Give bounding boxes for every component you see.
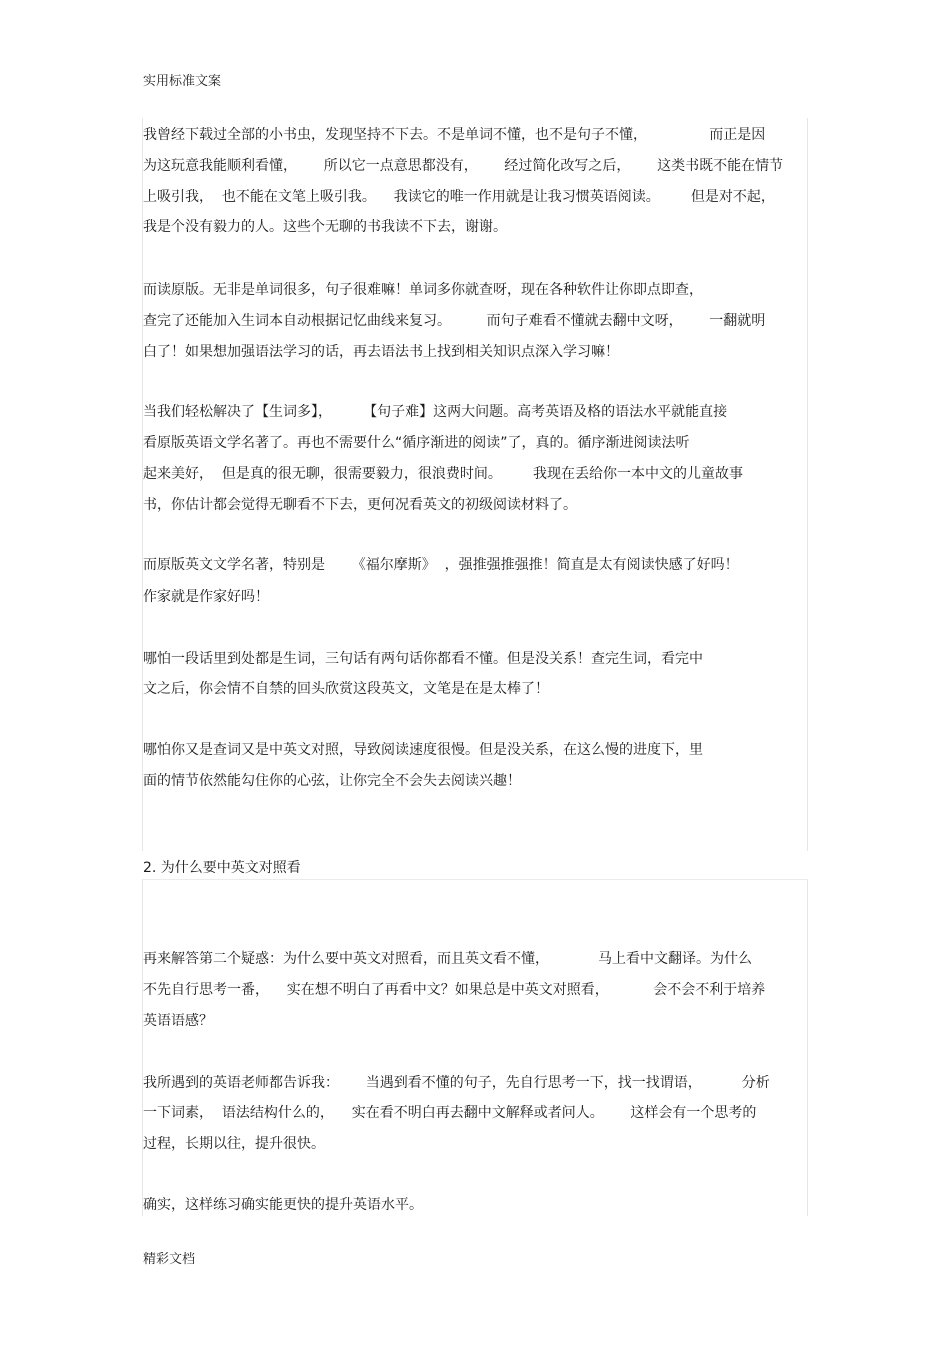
- paragraph-line: 书，你估计都会觉得无聊看不下去，更何况看英文的初级阅读材料了。: [143, 497, 577, 513]
- paragraph-line: 看原版英语文学名著了。再也不需要什么“循序渐进的阅读”了，真的。循序渐进阅读法听: [143, 435, 690, 451]
- paragraph-line: 过程，长期以往，提升很快。: [143, 1136, 325, 1152]
- paragraph-line: 一下词素， 语法结构什么的， 实在看不明白再去翻中文解释或者问人。 这样会有一个思考的: [143, 1105, 757, 1121]
- paragraph-line: 确实，这样练习确实能更快的提升英语水平。: [143, 1197, 423, 1213]
- paragraph-line: 哪怕一段话里到处都是生词，三句话有两句话你都看不懂。但是没关系！查完生词，看完中: [143, 651, 703, 667]
- paragraph-line: 我是个没有毅力的人。这些个无聊的书我读不下去，谢谢。: [143, 219, 507, 235]
- paragraph-line: 我曾经下载过全部的小书虫，发现坚持不下去。不是单词不懂，也不是句子不懂， 而正是因: [143, 127, 766, 143]
- page-header: 实用标准文案: [143, 74, 222, 89]
- paragraph-line: 白了！如果想加强语法学习的话，再去语法书上找到相关知识点深入学习嘛！: [143, 344, 619, 360]
- paragraph-line: 哪怕你又是查词又是中英文对照，导致阅读速度很慢。但是没关系，在这么慢的进度下，里: [143, 742, 703, 758]
- paragraph-line: 为这玩意我能顺利看懂， 所以它一点意思都没有， 经过简化改写之后， 这类书既不能在情节: [143, 158, 784, 174]
- paragraph-line: 而读原版。无非是单词很多，句子很难嘛！单词多你就查呀，现在各种软件让你即点即查，: [143, 282, 703, 298]
- paragraph-line: 起来美好， 但是真的很无聊，很需要毅力，很浪费时间。 我现在丢给你一本中文的儿童故事: [143, 466, 744, 482]
- paragraph-line: 上吸引我， 也不能在文笔上吸引我。 我读它的唯一作用就是让我习惯英语阅读。 但是对不起，: [143, 189, 775, 205]
- paragraph-line: 作家就是作家好吗！: [143, 589, 269, 605]
- page-footer: 精彩文档: [143, 1252, 196, 1267]
- paragraph-line: 面的情节依然能勾住你的心弦，让你完全不会失去阅读兴趣！: [143, 773, 521, 789]
- paragraph-line: 文之后，你会情不自禁的回头欣赏这段英文，文笔是在是太棒了！: [143, 681, 549, 697]
- text-box-2: [142, 879, 808, 1216]
- section-heading: 2. 为什么要中英文对照看: [143, 860, 301, 876]
- paragraph-line: 英语语感？: [143, 1013, 213, 1029]
- paragraph-line: 不先自行思考一番， 实在想不明白了再看中文？如果总是中英文对照看， 会不会不利于培养: [143, 982, 766, 998]
- paragraph-line: 我所遇到的英语老师都告诉我： 当遇到看不懂的句子，先自行思考一下，找一找谓语， 分析: [143, 1075, 770, 1091]
- paragraph-line: 查完了还能加入生词本自动根据记忆曲线来复习。 而句子难看不懂就去翻中文呀， 一翻就明: [143, 313, 766, 329]
- paragraph-line: 而原版英文文学名著，特别是 《福尔摩斯》 ，强推强推强推！简直是太有阅读快感了好吗！: [143, 557, 739, 573]
- paragraph-line: 当我们轻松解决了【生词多】， 【句子难】这两大问题。高考英语及格的语法水平就能直接: [143, 404, 728, 420]
- paragraph-line: 再来解答第二个疑惑：为什么要中英文对照看，而且英文看不懂， 马上看中文翻译。为什么: [143, 951, 752, 967]
